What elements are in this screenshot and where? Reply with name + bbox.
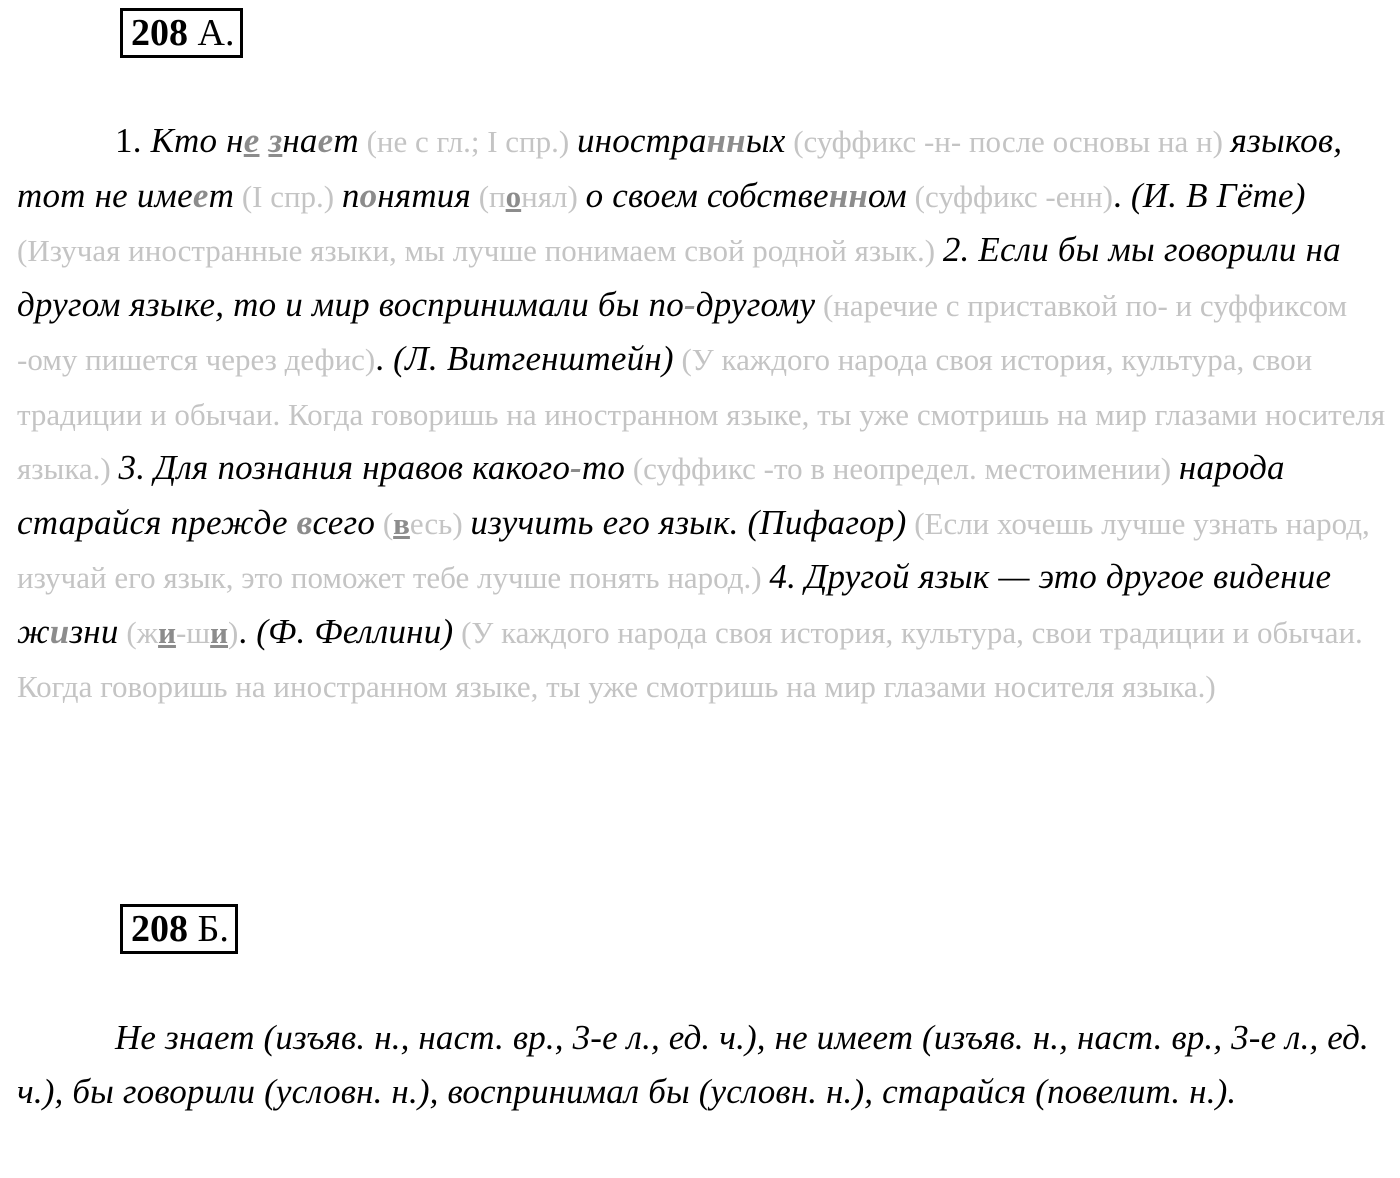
grammar-note: (не с гл.; I спр.) bbox=[358, 124, 577, 159]
task-208a-text bbox=[17, 114, 1387, 714]
text-run: зни bbox=[69, 611, 119, 651]
text-run: 2. Если бы мы говорили на другом языке, то и мир воспринимали бы по bbox=[17, 230, 1341, 324]
highlighted-letter: и bbox=[210, 614, 229, 650]
text-run: сего bbox=[312, 502, 376, 542]
grammar-note: (I спр.) bbox=[234, 178, 342, 214]
text-run: 4. Другой язык — это другое видение ж bbox=[17, 557, 1332, 651]
grammar-note: -ш bbox=[175, 614, 211, 650]
text-run: на bbox=[282, 121, 318, 160]
highlighted-letter: о bbox=[359, 175, 378, 215]
highlighted-letter: и bbox=[49, 611, 70, 651]
text-run: п bbox=[341, 175, 360, 215]
highlighted-letter: з bbox=[268, 121, 283, 160]
highlighted-letter: е bbox=[192, 175, 209, 215]
grammar-note: (п bbox=[470, 178, 506, 214]
grammar-note: (У каждого народа своя история, культура, свои традиции и обычаи. Когда говоришь на иностранном языке, ты уже смотришь на мир глазами носителя языка.) bbox=[17, 614, 1363, 704]
highlighted-letter: в bbox=[296, 502, 313, 542]
text-run: . bbox=[375, 339, 394, 378]
grammar-note: (суффикс -то в неопредел. местоимении) bbox=[625, 451, 1179, 486]
task-letter: Б. bbox=[197, 908, 229, 950]
grammar-note: нял) bbox=[521, 178, 586, 214]
text-run: другому bbox=[695, 284, 816, 324]
highlighted-letter: о bbox=[505, 178, 522, 214]
grammar-note: (суффикс -енн) bbox=[906, 178, 1114, 214]
text-run: 1. bbox=[115, 121, 151, 160]
highlighted-letter: нн bbox=[828, 175, 868, 215]
grammar-note: (Если хочешь лучше узнать народ, изучай его язык, это поможет тебе лучше понять народ.) bbox=[17, 505, 1370, 595]
text-run: иностра bbox=[576, 121, 707, 160]
highlighted-letter: нн bbox=[706, 121, 746, 160]
text-run: о своем собстве bbox=[585, 175, 829, 215]
highlighted-letter: - bbox=[683, 284, 696, 324]
grammar-note: ( bbox=[375, 505, 394, 541]
text-run: ых bbox=[745, 121, 786, 160]
text-run: изучить его язык. (Пифагор) bbox=[470, 502, 907, 542]
task-208b-text bbox=[17, 1011, 1387, 1118]
text-run: то bbox=[581, 448, 626, 487]
text-run: . bbox=[1113, 175, 1131, 215]
text-run: Кто н bbox=[150, 121, 244, 160]
grammar-note: (суффикс -н- после основы на н) bbox=[785, 124, 1231, 159]
task-label-208b bbox=[120, 904, 238, 954]
grammar-note: (ж bbox=[118, 614, 159, 650]
text-run: (И. В Гёте) bbox=[1130, 175, 1306, 215]
text-run: т bbox=[208, 175, 235, 215]
text-run: ом bbox=[867, 175, 907, 215]
task-number: 208 bbox=[131, 12, 188, 54]
highlighted-letter: в bbox=[393, 505, 410, 541]
task-label-208a bbox=[120, 8, 243, 58]
highlighted-letter: е bbox=[317, 121, 334, 160]
text-run: . bbox=[238, 611, 257, 651]
task-number: 208 bbox=[131, 908, 188, 950]
grammar-note: есь) bbox=[409, 505, 471, 541]
text-run: (Ф. Феллини) bbox=[256, 611, 454, 651]
task-letter: А. bbox=[197, 12, 235, 54]
text-run: Не знает (изъяв. н., наст. вр., 3-е л., ед. ч.), не имеет (изъяв. н., наст. вр., 3-е л., ед. ч.), бы говорили (условн. н.), воспринимал бы (условн. н.), старайся (повелит. н.). bbox=[17, 1018, 1369, 1111]
text-run: (Л. Витгенштейн) bbox=[393, 339, 674, 378]
highlighted-letter: - bbox=[570, 448, 582, 487]
grammar-note: (Изучая иностранные языки, мы лучше понимаем свой родной язык.) bbox=[17, 233, 943, 268]
text-run: народа старайся прежде bbox=[17, 448, 1285, 542]
highlighted-letter: и bbox=[158, 614, 176, 650]
grammar-note: ) bbox=[228, 614, 239, 650]
grammar-note: (наречие с приставкой по- и суффиксом -ому пишется через дефис) bbox=[17, 287, 1348, 377]
grammar-note: (У каждого народа своя история, культура, свои традиции и обычаи. Когда говоришь на иностранном языке, ты уже смотришь на мир глазами носителя языка.) bbox=[17, 342, 1386, 486]
text-run: нятия bbox=[377, 175, 471, 215]
text-run: т bbox=[333, 121, 359, 160]
text-run: 3. Для познания нравов какого bbox=[118, 448, 571, 487]
highlighted-letter: е bbox=[243, 121, 260, 160]
text-run: языков, тот не име bbox=[17, 121, 1343, 215]
